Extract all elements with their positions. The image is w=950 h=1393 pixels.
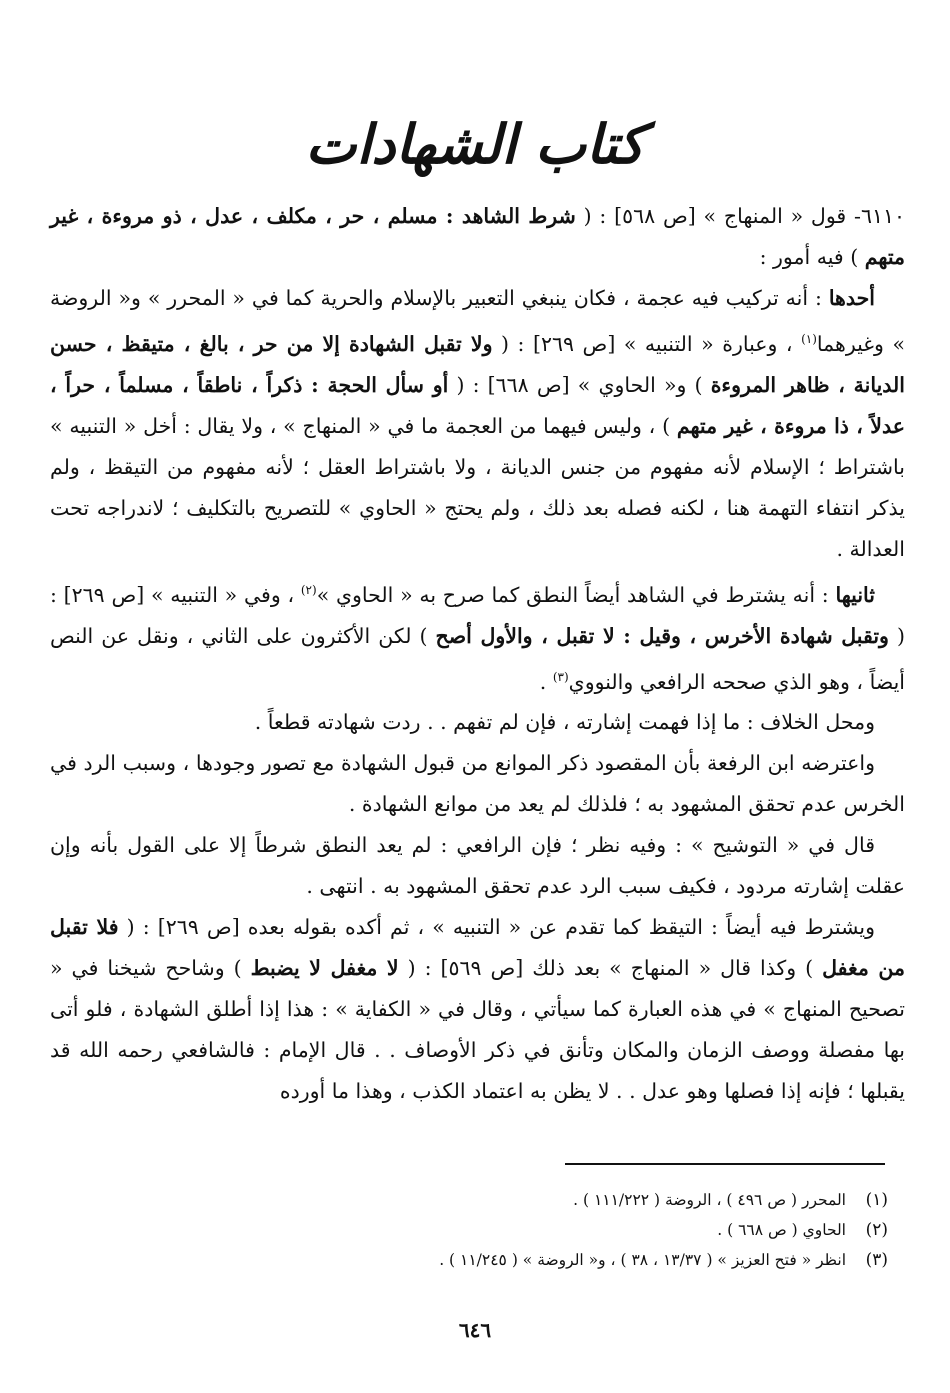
quoted-bold-text: فلا تقبل من مغفل: [50, 915, 906, 981]
text-segment: ) فيه أمور :: [759, 245, 865, 269]
point-heading: ثانيها: [835, 582, 875, 607]
footnote-number: (١): [865, 1190, 888, 1210]
text-segment: ، وعبارة « التنبيه » [ص ٢٦٩] : (: [492, 331, 802, 356]
text-segment: ٦١١٠- قول « المنهاج » [ص ٥٦٨] : (: [575, 204, 905, 228]
footnote-ref: (١): [801, 332, 817, 346]
paragraph-dispute: ومحل الخلاف : ما إذا فهمت إشارته ، فإن لم تفهم . . ردت شهادته قطعاً .: [254, 710, 875, 735]
text-segment: ) ، وليس فيهما من العجمة ما في « المنهاج » ، ولا يقال : أخل « التنبيه » باشتراط ؛ الإسلام لأنه مفهوم من جنس الديانة ، ولا باشتراط العقل ؛ لأنه مفهوم من التيقظ ، ولم يذكر انتفاء التهمة هنا ، لكنه فصله بعد ذلك ، ولم يحتج « الحاوي » للتصريح بالتكليف ؛ لاندراجه تحت العدالة .: [50, 413, 905, 561]
footnote-ref: (٢): [300, 582, 317, 597]
footnote-divider: [565, 1163, 885, 1165]
quoted-bold-text: شرط الشاهد : مسلم ، حر ، مكلف ، عدل ، ذو مروءة ، غير متهم: [50, 204, 905, 269]
footnote-number: (٢): [865, 1220, 888, 1240]
footnote-item: [58, 1245, 888, 1275]
text-segment: ) وشاحح شيخنا في « تصحيح المنهاج » في هذه العبارة كما سيأتي ، وقال في « الكفاية » : هذا إذا أطلق الشهادة ، فلو أتى بها مفصلة ووصف الزمان والمكان وتأنق في ذكر الأوصاف . . قال الإمام : فالشافعي رحمه الله قد يقبلها ؛ فإنه إذا فصلها وهو عدل . . لا يظن به اعتماد الكذب ، وهذا ما أورده: [50, 956, 905, 1104]
footnotes: [58, 1185, 888, 1275]
text-segment: ، وفي « التنبيه » [ص ٢٦٩] : (: [50, 582, 905, 648]
footnote-number: (٣): [865, 1250, 888, 1270]
text-segment: ) لكن الأكثرون على الثاني ، ونقل عن النص أيضاً ، وهو الذي صححه الرافعي والنووي: [50, 623, 905, 694]
main-text: [50, 196, 905, 1112]
footnote-text: انظر « فتح العزيز » ( ١٣/٣٧ ، ٣٨ ) ، و« الروضة » ( ١١/٢٤٥ ) .: [439, 1251, 846, 1269]
footnote-item: [58, 1185, 888, 1215]
text-segment: ) وكذا قال « المنهاج » بعد ذلك [ص ٥٦٩] : (: [398, 956, 823, 981]
quoted-bold-text: أو سأل الحجة : ذكراً ، ناطقاً ، مسلماً ، حراً ، عدلاً ، ذا مروءة ، غير متهم: [50, 372, 905, 438]
paragraph-tawshih: قال في « التوشيح » : وفيه نظر ؛ فإن الرافعي : لم يعد النطق شرطاً إلا على القول بأنه وإن عقلت إشارته مردود ، فكيف سبب الرد عدم تحقق المشهود به . انتهى .: [50, 833, 905, 899]
text-segment: : أنه يشترط في الشاهد أيضاً النطق كما صرح به « الحاوي »: [316, 582, 836, 607]
footnote-item: [58, 1215, 888, 1245]
paragraph-second-point: [50, 570, 905, 703]
quoted-bold-text: ولا تقبل الشهادة إلا من حر ، بالغ ، متيقظ ، حسن الديانة ، ظاهر المروءة: [50, 331, 906, 397]
text-segment: : أنه تركيب فيه عجمة ، فكان ينبغي التعبير بالإسلام والحرية كما في « المحرر » و« الروضة » وغيرهما: [50, 286, 906, 356]
text-segment: .: [539, 669, 553, 694]
text-segment: ) و« الحاوي » [ص ٦٦٨] : (: [448, 372, 711, 397]
page-number: ٦٤٦: [458, 1318, 492, 1342]
quoted-bold-text: وتقبل شهادة الأخرس ، وقيل : لا تقبل ، والأول أصح: [435, 623, 889, 648]
footnote-text: المحرر ( ص ٤٩٦ ) ، الروضة ( ١١١/٢٢٢ ) .: [573, 1191, 846, 1209]
paragraph-alertness: [50, 907, 905, 1112]
paragraph-6110: [50, 196, 905, 278]
chapter-title: كتاب الشهادات: [305, 112, 645, 176]
footnote-text: الحاوي ( ص ٦٦٨ ) .: [717, 1221, 846, 1239]
paragraph-objection: واعترضه ابن الرفعة بأن المقصود ذكر الموانع من قبول الشهادة مع تصور وجودها ، وسبب الرد في الخرس عدم تحقق المشهود به ؛ فلذلك لم يعد من موانع الشهادة .: [50, 751, 905, 817]
paragraph-first-point: [50, 278, 905, 570]
quoted-bold-text: لا مغفل لا يضبط: [250, 956, 399, 981]
point-heading: أحدها: [828, 286, 875, 310]
text-segment: ويشترط فيه أيضاً : التيقظ كما تقدم عن « التنبيه » ، ثم أكده بقوله بعده [ص ٢٦٩] : (: [118, 915, 876, 940]
footnote-ref: (٣): [552, 669, 569, 684]
